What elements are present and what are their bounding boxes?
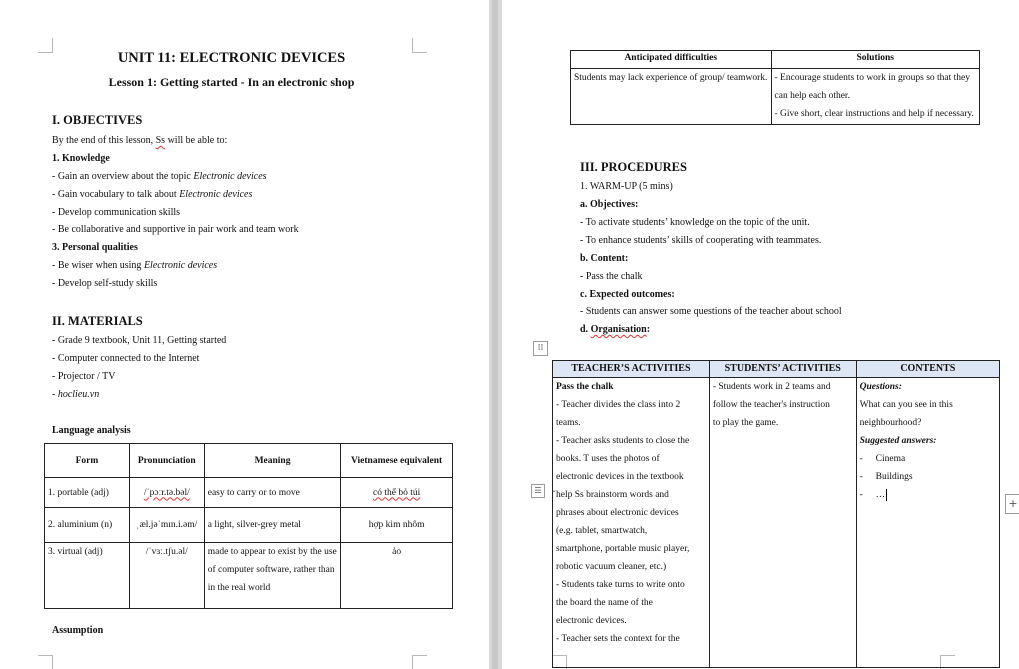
materials-item: - Computer connected to the Internet [52, 353, 200, 364]
table-cell: Students may lack experience of group/ teamwork. [571, 69, 772, 125]
table-cell: hợp kim nhôm [341, 508, 453, 543]
table-cell: made to appear to exist by the use of computer software, rather than in the real world [204, 543, 341, 609]
content-item: - Pass the chalk [580, 271, 643, 282]
table-cell: /ˈpɔːr.tə.bəl/ [129, 478, 204, 508]
table-cell: 1. portable (adj) [45, 478, 130, 508]
table-row [45, 508, 453, 543]
students-activities-cell [709, 378, 856, 668]
table-cell: ảo [341, 543, 453, 609]
table-row [553, 378, 1000, 668]
knowledge-item: - Be collaborative and supportive in pair work and team work [52, 224, 299, 235]
table-cell [771, 69, 979, 125]
contents-cell [856, 378, 999, 668]
objective-item: - To activate students’ knowledge on the topic of the unit. [580, 217, 810, 228]
objectives-label: a. Objectives: [580, 199, 639, 210]
row-options-icon[interactable]: ☰ [531, 484, 545, 498]
language-analysis-table [44, 443, 453, 609]
teacher-activity-line: teams. [556, 418, 581, 428]
teacher-activity-line: (e.g. tablet, smartwatch, [556, 526, 648, 536]
teacher-activity-line: - Teacher sets the context for the [556, 634, 680, 644]
teacher-activity-line: books. T uses the photos of [556, 454, 660, 464]
solution-item: - Encourage students to work in groups so that they can help each other. [774, 73, 971, 101]
student-activity-line: - Students work in 2 teams and [712, 382, 831, 392]
solution-item: - Give short, clear instructions and help if necessary. [774, 109, 974, 119]
column-header: Solutions [771, 51, 979, 69]
materials-item: - Grade 9 textbook, Unit 11, Getting started [52, 335, 227, 346]
materials-item: - hoclieu.vn [52, 389, 100, 400]
table-row [45, 543, 453, 609]
activities-table [552, 360, 1000, 668]
language-analysis-heading: Language analysis [52, 425, 131, 436]
suggested-answers-label: Suggested answers: [859, 436, 937, 446]
teacher-activity-line: smartphone, portable music player, [556, 544, 690, 554]
procedures-heading: III. PROCEDURES [580, 160, 687, 174]
teacher-activity-line: help Ss brainstorm words and [556, 490, 669, 500]
teacher-activity-line: phrases about electronic devices [556, 508, 679, 518]
column-header: TEACHER’S ACTIVITIES [553, 361, 710, 378]
table-cell: 3. virtual (adj) [45, 543, 130, 609]
warmup-heading: 1. WARM-UP (5 mins) [580, 181, 673, 192]
column-header: Anticipated difficulties [571, 51, 772, 69]
crop-mark [38, 655, 53, 669]
answer-item: - … [859, 490, 886, 500]
teacher-activity-line: - Teacher divides the class into 2 [556, 400, 681, 410]
knowledge-heading: 1. Knowledge [52, 153, 110, 164]
table-row [45, 478, 453, 508]
teacher-activity-line: electronic devices in the textbook [556, 472, 684, 482]
question-text: What can you see in this neighbourhood? [859, 400, 953, 428]
table-cell: có thể bỏ túi [341, 478, 453, 508]
column-header: Pronunciation [129, 444, 204, 478]
table-cell: easy to carry or to move [204, 478, 341, 508]
materials-heading: II. MATERIALS [52, 314, 143, 328]
table-header-row [571, 51, 980, 69]
answer-item: - Cinema [859, 454, 906, 464]
student-activity-line: follow the teacher's instruction [712, 400, 830, 410]
chevron-down-icon[interactable]: ⌄ [551, 486, 557, 494]
table-cell: ˌæl.jəˈmɪn.i.əm/ [129, 508, 204, 543]
answer-item: - Buildings [859, 472, 913, 482]
content-label: b. Content: [580, 253, 629, 264]
questions-label: Questions: [859, 382, 902, 392]
table-cell: 2. aluminium (n) [45, 508, 130, 543]
personal-qualities-heading: 3. Personal qualities [52, 242, 138, 253]
teacher-activity-line: robotic vacuum cleaner, etc.) [556, 562, 667, 572]
difficulties-table [570, 50, 980, 125]
column-header: Vietnamese equivalent [341, 444, 453, 478]
document-page-left [0, 0, 489, 669]
knowledge-item: - Develop communication skills [52, 207, 181, 218]
assumption-heading: Assumption [52, 625, 104, 636]
column-header: Form [45, 444, 130, 478]
activity-title: Pass the chalk [556, 382, 614, 392]
table-row [571, 69, 980, 125]
teacher-activity-line: - Students take turns to write onto [556, 580, 685, 590]
personal-quality-item: - Develop self-study skills [52, 278, 158, 289]
text-cursor [886, 489, 887, 501]
table-cell: a light, silver-grey metal [204, 508, 341, 543]
knowledge-item: - Gain an overview about the topic Electronic devices [52, 171, 267, 182]
column-header: Meaning [204, 444, 341, 478]
table-move-handle-icon[interactable]: ⁞⁞ [533, 341, 548, 356]
materials-item: - Projector / TV [52, 371, 116, 382]
page-subtitle: Lesson 1: Getting started - In an electronic shop [108, 75, 355, 89]
crop-mark [412, 655, 427, 669]
table-cell: /ˈvɜː.tʃu.əl/ [129, 543, 204, 609]
teacher-activity-line: the board the name of the [556, 598, 653, 608]
objective-item: - To enhance students’ skills of cooperating with teammates. [580, 235, 822, 246]
outcome-item: - Students can answer some questions of the teacher about school [580, 306, 842, 317]
page-title: UNIT 11: ELECTRONIC DEVICES [117, 50, 346, 66]
table-header-row [45, 444, 453, 478]
objectives-heading: I. OBJECTIVES [52, 113, 143, 127]
table-header-row [553, 361, 1000, 378]
personal-quality-item: - Be wiser when using Electronic devices [52, 260, 218, 271]
objectives-intro: By the end of this lesson, Ss will be able to: [52, 135, 228, 146]
teacher-activity-line: electronic devices. [556, 616, 627, 626]
document-page-right [502, 0, 1019, 669]
organisation-label: d. Organisation: [580, 324, 651, 335]
column-header: STUDENTS’ ACTIVITIES [709, 361, 856, 378]
outcomes-label: c. Expected outcomes: [580, 289, 675, 300]
column-header: CONTENTS [856, 361, 999, 378]
vertical-scrollbar[interactable] [492, 0, 498, 669]
teacher-activities-cell [553, 378, 710, 668]
knowledge-item: - Gain vocabulary to talk about Electronic devices [52, 189, 253, 200]
add-column-icon[interactable]: + [1005, 494, 1019, 514]
teacher-activity-line: - Teacher asks students to close the [556, 436, 690, 446]
student-activity-line: to play the game. [712, 418, 779, 428]
